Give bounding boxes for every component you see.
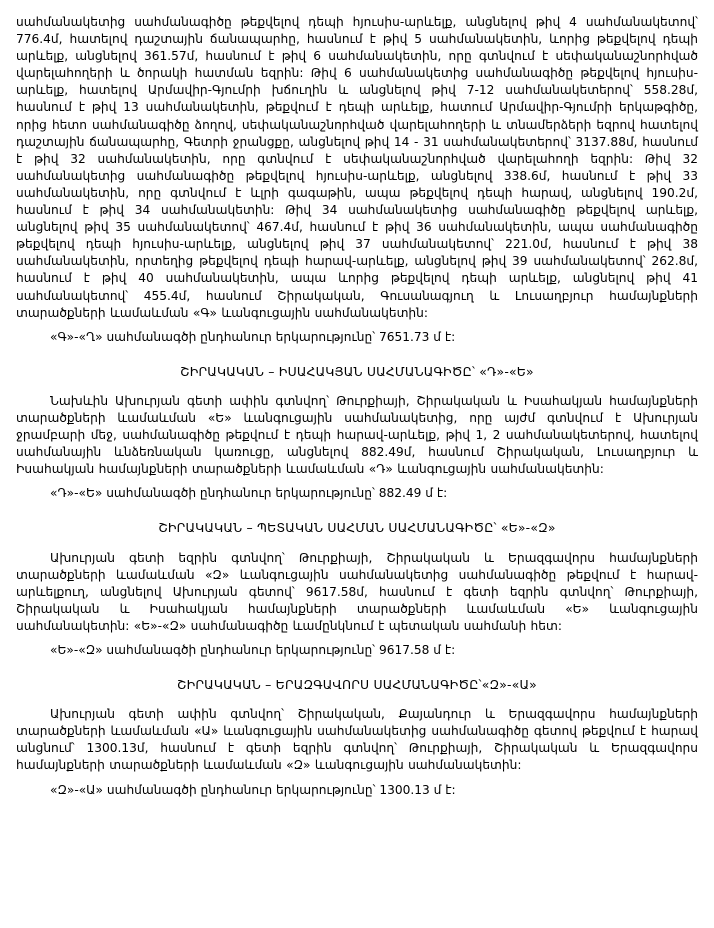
spacer	[16, 693, 698, 706]
spacer	[16, 322, 698, 329]
summary-line-e-z: «Ե»-«Զ» սահմանագծի ընդհանուր երկարությունը՝ 9617.58 մ է:	[50, 643, 456, 657]
summary-line-z-a: «Զ»-«Ա» սահմանագծի ընդհանուր երկարությունը՝ 1300.13 մ է:	[50, 782, 456, 797]
spacer	[16, 659, 698, 676]
summary-line-g-gh: «Գ»-«Ղ» սահմանագծի ընդհանուր երկարությունը՝ 7651.73 մ է:	[50, 329, 456, 344]
spacer	[16, 775, 698, 782]
paragraph-block-2: Նախևին Ախուրյան գետի ափին գտնվող՝ Թուրքիայի, Շիրակական և Իսահակյան համայնքների տարածքների ևամաևման «Ե» ևանգուցային սահմանակետից, որը այժմ գտնվում է Ախուրյան ջրամբարի մեջ, սահմանագիծը թեքվում է դեպի հարավ-արևելք, թիվ 1, 2 սահմանակետերով, հատելով սահմանային ևնձեռնական կառուցը, անցնելով 882.49մ, հասնում Շիրակական, Լուսաղբյուր և Իսահակյան համայնքների տարածքների ևամաևման «Դ» ևանգուցային սահմանակետին:	[16, 393, 698, 477]
section-heading-shirakakan-state-border: ՇԻՐԱԿԱԿԱՆ – ՊԵՏԱԿԱՆ ՍԱՀՄԱՆ ՍԱՀՄԱՆԱԳԻԾԸ՝ «Ե»-«Զ»	[158, 520, 556, 536]
spacer	[16, 537, 698, 550]
paragraph-block-3: Ախուրյան գետի եզրին գտնվող՝ Թուրքիայի, Շիրակական և Երազգավորս համայնքների տարածքների ևամաևման «Զ» ևանգուցային սահմանակետից սահմանագիծը թեքվում է հարավ-արևելքուղ, անցնելով Ախուրյան գետով՝ 9617.58մ, հասնում է գետի եզրին գտնվող՝ Թուրքիայի, Շիրակական և Իսահակյան համայնքների տարածքների ևամաևման «Ե» ևանգուցային սահմանակետին: «Ե»-«Զ» սահմանագիծը ևամընկնում է պետական սահմանի հետ:	[16, 550, 698, 633]
section-heading-shirakakan-isahakyan: ՇԻՐԱԿԱԿԱՆ – ԻՍԱՀԱԿՅԱՆ ՍԱՀՄԱՆԱԳԻԾԸ՝ «Դ»-«Ե»	[180, 363, 534, 379]
paragraph-block-4: Ախուրյան գետի ափին գտնվող՝ Շիրակական, Քայանդուր և Երազգավորս համայնքների տարածքների ևամաևման «Ա» ևանգուցային սահմանակետից սահմանագիծը գետով թեքվում է հարավ անցնում՝ 1300.13մ, հասնում է գետի եզրին գտնվող՝ Թուրքիայի, Շիրակական և Երազգավորս համայնքների տարածքների ևամաևման «Զ» ևանգուցային սահմանակետին:	[16, 707, 698, 773]
spacer	[16, 346, 698, 363]
spacer	[16, 635, 698, 642]
spacer	[16, 380, 698, 393]
spacer	[16, 478, 698, 485]
spacer	[16, 502, 698, 519]
section-heading-shirakakan-erazgavors: ՇԻՐԱԿԱԿԱՆ – ԵՐԱԶԳԱՎՈՐՍ ՍԱՀՄԱՆԱԳԻԾԸ՝«Զ»-«Ա»	[177, 677, 537, 693]
summary-line-d-e: «Դ»-«Ե» սահմանագծի ընդհանուր երկարությունը՝ 882.49 մ է:	[50, 486, 448, 501]
paragraph-block-1: սահմանակետից սահմանագիծը թեքվելով դեպի հյուսիս-արևելք, անցնելով թիվ 4 սահմանակետով՝ 776.4մ, հատելով դաշտային ճանապարհը, հասնում է թիվ 5 սահմանակետին, ևորից թեքվելով դեպի արևելք, անցնելով 361.57մ, հասնում է թիվ 6 սահմանակետին, որը գտնվում է սեփականաշնորհված վարելահողերի և ծորակի հատման եզրին: Թիվ 6 սահմանակետից սահմանագիծը թեքվելով հյուսիս-արևելք, հատելով Արմավիր-Գյումրի խճուղին և անցնելով թիվ 7-12 սահմանակետերով՝ 558.28մ, հասնում է թիվ 13 սահմանակետին, թեքվում է դեպի արևելք, հատում Արմավիր-Գյումրի երկաթգիծը, որից հետո սահմանագիծը ձողով, սեփականաշնորհված վարելահողերի և տնամերձերի եզրով հատելով դաշտային ճանապարհը, Գետրի ջրանցքը, անցնելով թիվ 14 - 31 սահմանակետերով՝ 3137.88մ, հասնում է թիվ 32 սահմանակետին, որը գտնվում է սեփականաշնորհված վարելահողի եզրին: Թիվ 32 սահմանակետից սահմանագիծը թեքվելով հյուսիս-արևելք, անցնելով 338.6մ, հասնում է թիվ 33 սահմանակետին, որը գտնվում է ևլրի գագաթին, ապա թեքվելով դեպի հարավ, անցնելով 190.2մ, հասնում է թիվ 34 սահմանակետին: Թիվ 34 սահմանակետից սահմանագիծը թեքվելով արևելք, անցնելով թիվ 35 սահմանակետով՝ 467.4մ, հասնում է թիվ 36 սահմանակետին, ապա սահմանագիծը թեքվելով դեպի հյուսիս-արևելք, անցնելով թիվ 37 սահմանակետով՝ 221.0մ, հասնում է թիվ 38 սահմանակետին, որտեղից թեքվելով դեպի հարավ-արևելք, անցնելով թիվ 39 սահմանակետով՝ 262.8մ, հասնում է թիվ 40 սահմանակետին, ապա ևորից թեքվելով դեպի արևելք, անցնելով թիվ 41 սահմանակետով՝ 455.4մ, հասնում Շիրակական, Գուսանագյուղ և Լուսաղբյուր համայնքների տարածքների ևամաևման «Գ» ևանգուցային սահմանակետին:	[16, 15, 698, 320]
